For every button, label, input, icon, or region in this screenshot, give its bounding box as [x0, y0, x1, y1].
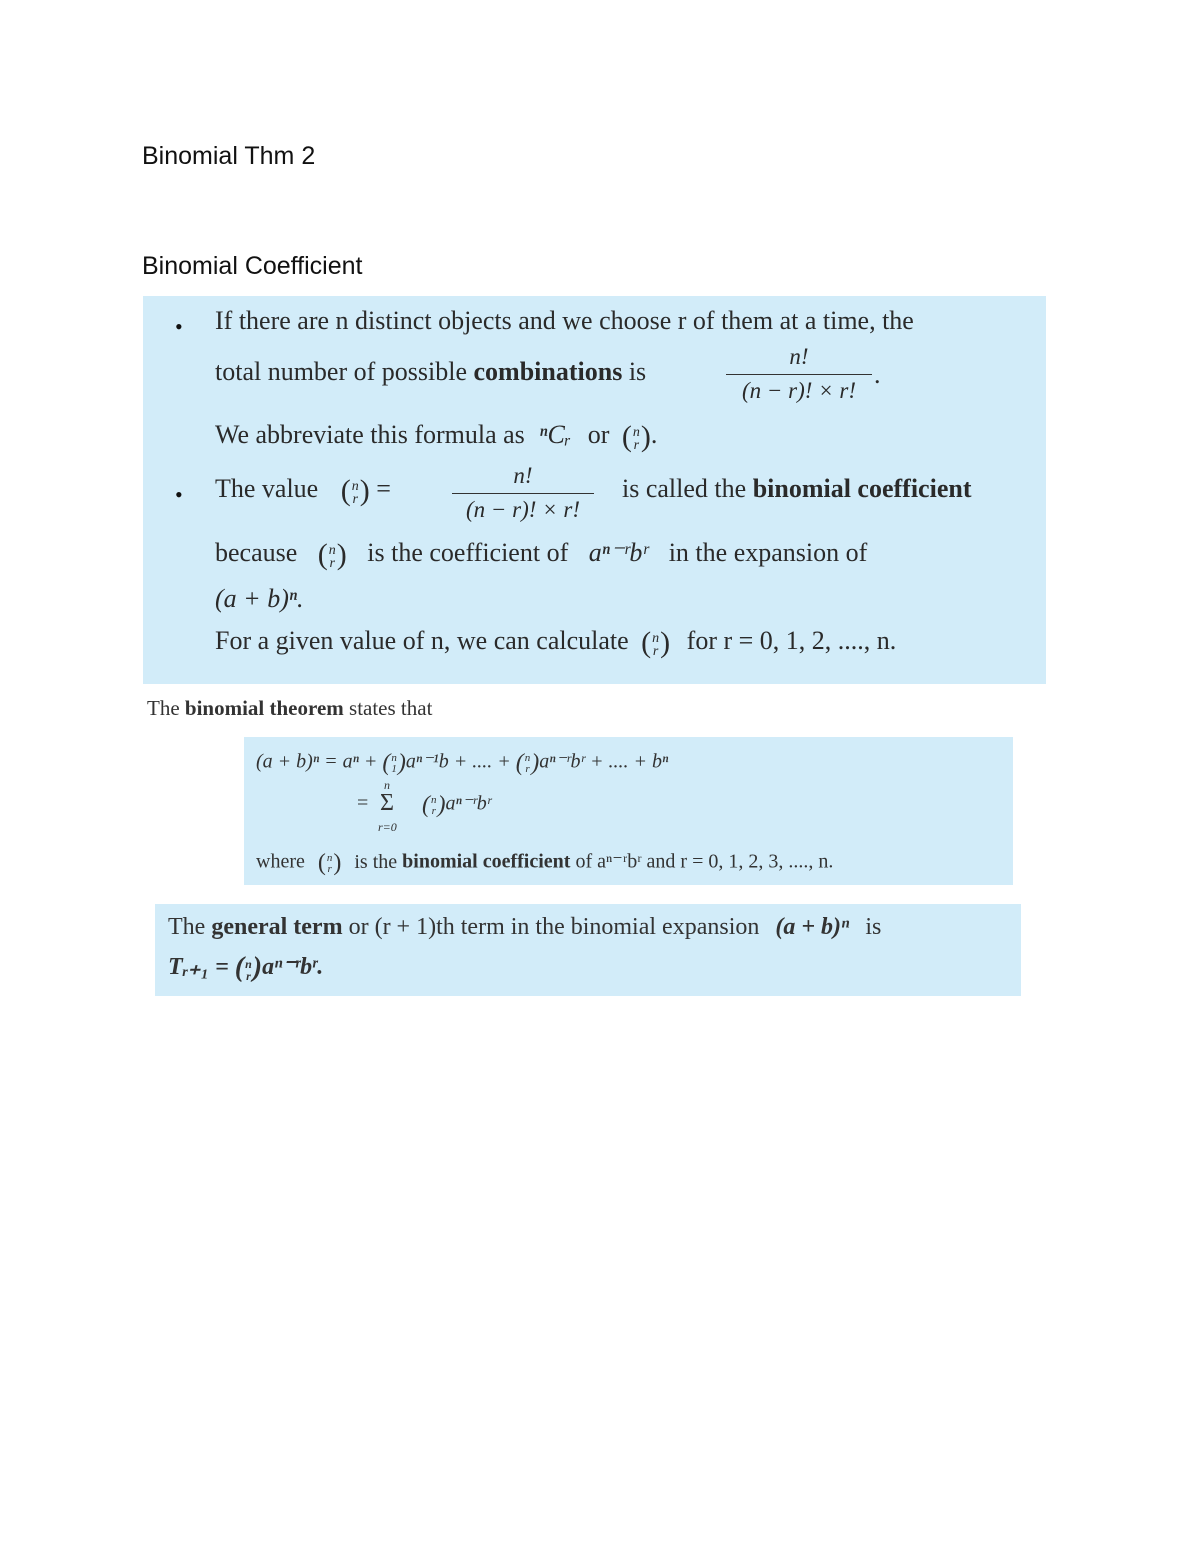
sigma-symbol: Σ	[380, 790, 394, 816]
general-expression: (a + b)ⁿ	[775, 914, 850, 940]
bullet-2-line-1-a: The value ( n r ) =	[215, 473, 391, 508]
binom-symbol: ( n r )	[317, 537, 347, 572]
eq1-end: aⁿ⁻ʳbʳ + .... + bⁿ	[539, 750, 669, 773]
theorem-equals: =	[357, 792, 369, 814]
or-text: or	[587, 420, 610, 449]
theorem-intro	[147, 696, 432, 721]
fraction-period: .	[874, 360, 881, 389]
binomial-theorem-bold: binomial theorem	[184, 696, 344, 720]
bullet-2-line-1-b	[622, 474, 971, 504]
section-title: Binomial Coefficient	[142, 252, 363, 280]
binom-symbol: ( n r )	[515, 750, 540, 776]
fraction-denominator: (n − r)! × r!	[465, 497, 581, 522]
bullet-2-line-2	[215, 538, 867, 570]
fraction-numerator: n!	[789, 344, 809, 369]
eq1-start: (a + b)ⁿ = aⁿ +	[256, 750, 378, 773]
binomial-coefficient-bold: binomial coefficient	[752, 474, 972, 503]
range-text: for r = 0, 1, 2, ...., n.	[686, 626, 897, 655]
theorem-where-line	[256, 848, 833, 878]
intro-pre: The	[147, 696, 180, 720]
fraction-bar	[452, 493, 594, 494]
binomial-fraction	[452, 463, 594, 523]
bullet-2-line-3: (a + b)ⁿ.	[215, 584, 304, 613]
where-text: where	[256, 850, 305, 873]
coefficient-text: is the coefficient of	[367, 538, 569, 567]
because-text: because	[215, 538, 298, 567]
general-term-expr: aⁿ⁻ʳbʳ.	[262, 954, 324, 980]
general-term-line-2	[168, 952, 323, 983]
general-is: is	[865, 914, 882, 940]
bullet-2: •	[175, 482, 183, 507]
bullet-1-line-1: If there are n distinct objects and we choose r of them at a time, the	[215, 306, 914, 335]
eq1-middle: aⁿ⁻¹b + .... +	[405, 750, 511, 773]
where-is-text: is the	[354, 850, 398, 873]
where-bold: binomial coefficient	[402, 850, 571, 873]
bullet-1-line-3: We abbreviate this formula as ⁿCᵣ or ( n r ).	[215, 419, 658, 454]
bullet-1-line-2	[215, 357, 646, 387]
binom-symbol: ( n r )	[234, 952, 263, 984]
term-expression: aⁿ⁻ʳbʳ	[588, 538, 649, 567]
general-term-bold: general term	[211, 914, 343, 940]
where-rest: of aⁿ⁻ʳbʳ and r = 0, 1, 2, 3, ...., n.	[575, 850, 834, 873]
line-2-pre: total number of possible	[215, 357, 468, 386]
fraction-bar	[726, 374, 872, 375]
sum-upper: n	[384, 778, 390, 792]
binom-symbol: ( n r )	[641, 625, 671, 660]
binom-symbol: ( n r )	[340, 473, 370, 508]
page-title: Binomial Thm 2	[142, 142, 316, 170]
given-value-text: For a given value of n, we can calculate	[215, 626, 629, 655]
binom-1-symbol: ( n 1 )	[382, 750, 406, 776]
general-term-line-1	[168, 914, 881, 941]
general-pre: The	[168, 914, 206, 940]
t-r-plus-1: Tᵣ₊₁ =	[168, 954, 229, 980]
combinations-bold: combinations	[473, 357, 623, 386]
combination-fraction	[726, 344, 872, 404]
binom-symbol: ( n r )	[422, 792, 446, 818]
line-2-post: is	[628, 357, 647, 386]
intro-post: states that	[349, 696, 433, 720]
binom-symbol: ( n r )	[621, 419, 651, 454]
bullet-2-line-4	[215, 626, 896, 658]
line-3-text: We abbreviate this formula as	[215, 420, 525, 449]
fraction-numerator: n!	[513, 463, 533, 488]
binom-symbol: ( n r )	[317, 850, 342, 876]
sum-lower: r=0	[378, 820, 397, 834]
fraction-denominator: (n − r)! × r!	[741, 378, 857, 403]
ncr-notation: ⁿCᵣ	[539, 420, 572, 449]
general-mid: or (r + 1)th term in the binomial expansion	[348, 914, 760, 940]
value-text: The value	[215, 474, 319, 503]
sum-term	[422, 790, 491, 820]
expansion-text: in the expansion of	[668, 538, 868, 567]
sum-term-expr: aⁿ⁻ʳbʳ	[445, 792, 492, 815]
bullet-1: •	[175, 314, 183, 339]
theorem-equation-line-1	[256, 748, 668, 778]
called-text: is called the	[622, 474, 747, 503]
